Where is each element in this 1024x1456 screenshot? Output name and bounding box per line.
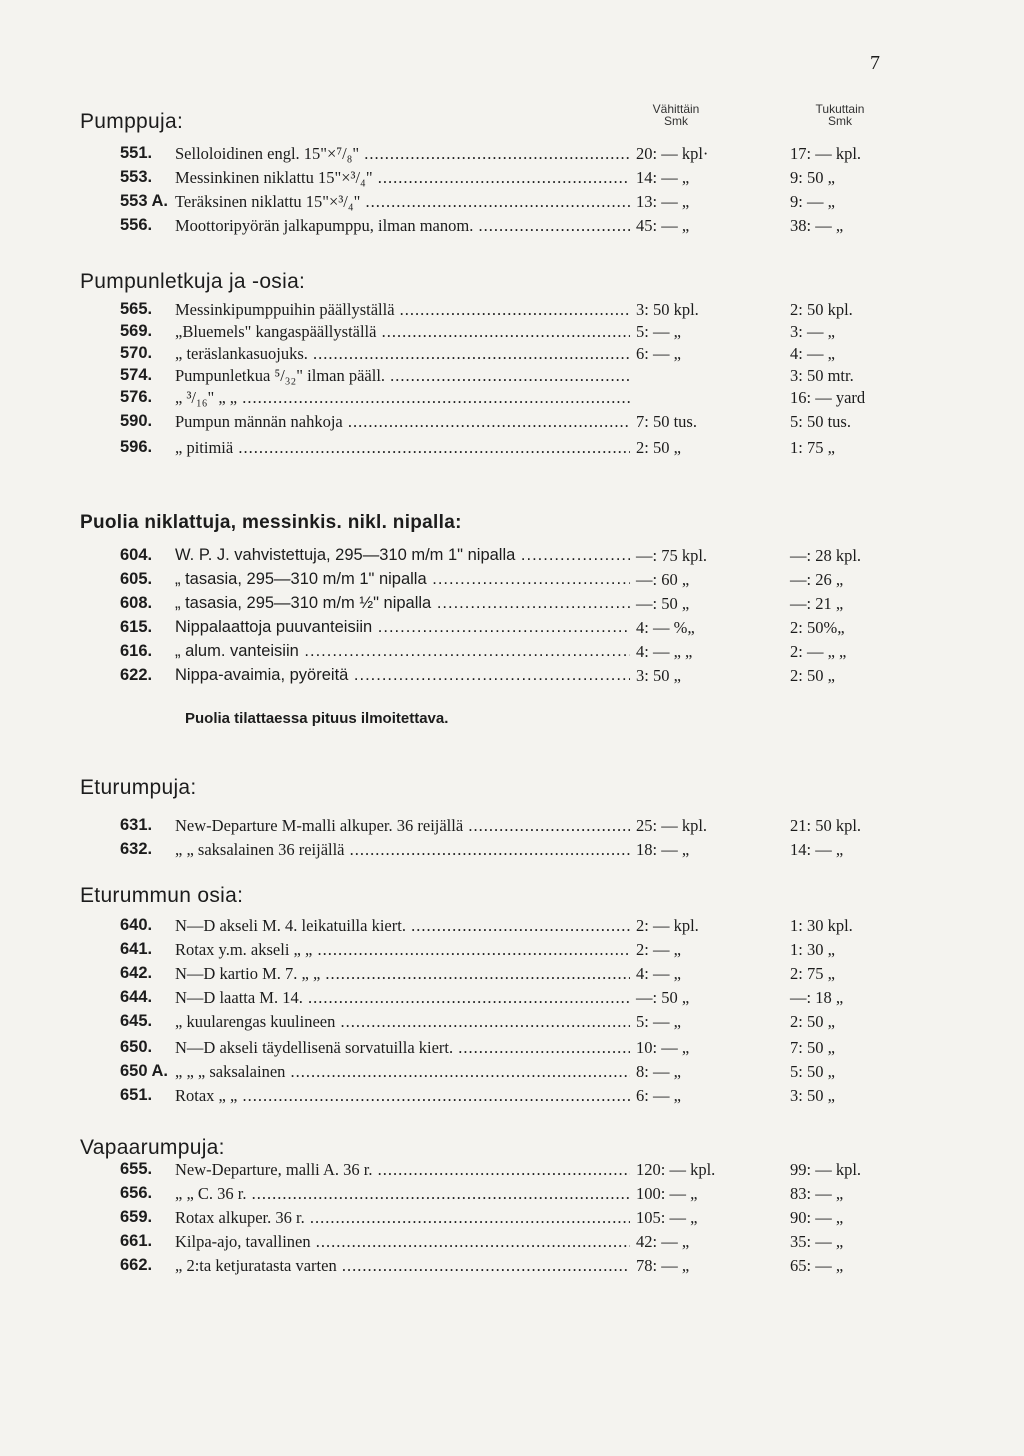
wholesale-price: 35: — „: [790, 1232, 844, 1251]
catalog-row: [0, 1208, 1024, 1230]
wholesale-price: 7: 50 „: [790, 1038, 835, 1057]
item-number: 631.: [120, 816, 153, 834]
item-description: Nippalaattoja puuvanteisiin .....: [175, 618, 630, 637]
section-heading: Vapaarumpuja:: [80, 1136, 225, 1159]
wholesale-price: —: 26 „: [790, 570, 844, 589]
catalog-row: [0, 916, 1024, 938]
retail-price: 3: 50 „: [636, 666, 681, 685]
catalog-row: [0, 1012, 1024, 1034]
catalog-row: [0, 570, 1024, 592]
item-number: 553.: [120, 168, 153, 186]
retail-price: 2: 50 „: [636, 438, 681, 457]
item-number: 644.: [120, 988, 153, 1006]
catalog-row: [0, 300, 1024, 322]
wholesale-price: 65: — „: [790, 1256, 844, 1275]
item-number: 622.: [120, 666, 153, 684]
catalog-row: [0, 618, 1024, 640]
item-number: 551.: [120, 144, 153, 162]
retail-price: 6: — „: [636, 1086, 681, 1105]
retail-price: —: 50 „: [636, 988, 690, 1007]
catalog-row: [0, 144, 1024, 166]
ordering-note: Puolia tilattaessa pituus ilmoitettava.: [185, 710, 449, 727]
retail-price: 120: — kpl.: [636, 1160, 716, 1179]
wholesale-price: —: 28 kpl.: [790, 546, 862, 565]
wholesale-price: 21: 50 kpl.: [790, 816, 862, 835]
item-description: Rotax y.m. akseli „ „ .....: [175, 940, 630, 960]
wholesale-price: 3: 50 „: [790, 1086, 835, 1105]
wholesale-price: 1: 30 kpl.: [790, 916, 853, 935]
catalog-row: [0, 1038, 1024, 1060]
retail-price: —: 75 kpl.: [636, 546, 708, 565]
wholesale-price: 9: — „: [790, 192, 835, 211]
catalog-row: [0, 1086, 1024, 1108]
item-number: 642.: [120, 964, 153, 982]
wholesale-price: 9: 50 „: [790, 168, 835, 187]
wholesale-price: 2: 50 „: [790, 666, 835, 685]
catalog-row: [0, 546, 1024, 568]
column-header-retail-line1: Vähittäin: [652, 102, 700, 116]
wholesale-price: 99: — kpl.: [790, 1160, 862, 1179]
item-description: Pumpunletkua ⁵/₃₂" ilman pääll. .....: [175, 366, 630, 386]
catalog-row: [0, 1232, 1024, 1254]
wholesale-price: —: 18 „: [790, 988, 844, 1007]
retail-price: 5: — „: [636, 322, 681, 341]
item-description: N—D laatta M. 14. .....: [175, 988, 630, 1008]
catalog-row: [0, 366, 1024, 388]
retail-price: 4: — %„: [636, 618, 695, 637]
wholesale-price: 5: 50 „: [790, 1062, 835, 1081]
wholesale-price: 1: 30 „: [790, 940, 835, 959]
catalog-row: [0, 816, 1024, 838]
wholesale-price: 3: — „: [790, 322, 835, 341]
item-description: Messinkinen niklattu 15"×³/₄" .....: [175, 168, 630, 188]
item-description: Selloloidinen engl. 15"×⁷/₈" .....: [175, 144, 630, 164]
wholesale-price: 2: — „ „: [790, 642, 847, 661]
catalog-row: [0, 388, 1024, 410]
catalog-row: [0, 412, 1024, 434]
item-description: N—D akseli täydellisenä sorvatuilla kiert. .....: [175, 1038, 630, 1058]
retail-price: 20: — kpl·: [636, 144, 709, 163]
item-number: 615.: [120, 618, 153, 636]
item-number: 616.: [120, 642, 153, 660]
retail-price: 7: 50 tus.: [636, 412, 697, 431]
column-header-retail: [636, 103, 716, 127]
catalog-row: [0, 1062, 1024, 1084]
item-number: 632.: [120, 840, 153, 858]
catalog-row: [0, 1256, 1024, 1278]
item-description: Rotax „ „ .....: [175, 1086, 630, 1106]
retail-price: 4: — „ „: [636, 642, 693, 661]
wholesale-price: 16: — yard: [790, 388, 866, 407]
item-number: 650.: [120, 1038, 153, 1056]
wholesale-price: 1: 75 „: [790, 438, 835, 457]
column-header-wholesale: [800, 103, 880, 127]
column-header-wholesale-line2: Smk: [828, 114, 852, 128]
catalog-row: [0, 840, 1024, 862]
catalog-row: [0, 642, 1024, 664]
retail-price: 3: 50 kpl.: [636, 300, 699, 319]
item-description: „ 2:ta ketjuratasta varten .....: [175, 1256, 630, 1276]
item-number: 565.: [120, 300, 153, 318]
retail-price: 100: — „: [636, 1184, 698, 1203]
retail-price: 78: — „: [636, 1256, 690, 1275]
item-number: 570.: [120, 344, 153, 362]
retail-price: 13: — „: [636, 192, 690, 211]
retail-price: 10: — „: [636, 1038, 690, 1057]
retail-price: —: 50 „: [636, 594, 690, 613]
item-description: N—D kartio M. 7. „ „ .....: [175, 964, 630, 984]
catalog-row: [0, 988, 1024, 1010]
item-number: 645.: [120, 1012, 153, 1030]
item-number: 655.: [120, 1160, 153, 1178]
catalog-row: [0, 594, 1024, 616]
wholesale-price: 38: — „: [790, 216, 844, 235]
item-description: „ „ C. 36 r. .....: [175, 1184, 630, 1204]
item-description: Teräksinen niklattu 15"×³/₄" .....: [175, 192, 630, 212]
wholesale-price: 2: 75 „: [790, 964, 835, 983]
catalog-row: [0, 964, 1024, 986]
retail-price: 18: — „: [636, 840, 690, 859]
item-number: 604.: [120, 546, 153, 564]
item-number: 651.: [120, 1086, 153, 1104]
wholesale-price: 90: — „: [790, 1208, 844, 1227]
retail-price: 4: — „: [636, 964, 681, 983]
item-number: 662.: [120, 1256, 153, 1274]
item-description: „ „ „ saksalainen .....: [175, 1062, 630, 1082]
retail-price: 14: — „: [636, 168, 690, 187]
section-heading: Eturumpuja:: [80, 776, 197, 799]
item-description: „ teräslankasuojuks. .....: [175, 344, 630, 364]
retail-price: 105: — „: [636, 1208, 698, 1227]
catalog-row: [0, 192, 1024, 214]
wholesale-price: 83: — „: [790, 1184, 844, 1203]
item-number: 641.: [120, 940, 153, 958]
item-description: „ pitimiä .....: [175, 438, 630, 458]
column-header-retail-line2: Smk: [664, 114, 688, 128]
catalog-row: [0, 168, 1024, 190]
item-description: W. P. J. vahvistettuja, 295—310 m/m 1" nipalla .....: [175, 546, 630, 565]
item-description: „ kuularengas kuulineen .....: [175, 1012, 630, 1032]
item-number: 608.: [120, 594, 153, 612]
retail-price: 8: — „: [636, 1062, 681, 1081]
catalog-row: [0, 322, 1024, 344]
item-number: 590.: [120, 412, 153, 430]
catalog-row: [0, 940, 1024, 962]
item-number: 656.: [120, 1184, 153, 1202]
catalog-row: [0, 438, 1024, 460]
retail-price: 6: — „: [636, 344, 681, 363]
item-description: N—D akseli M. 4. leikatuilla kiert. .....: [175, 916, 630, 936]
item-description: „ tasasia, 295—310 m/m ½" nipalla .....: [175, 594, 630, 613]
catalog-row: [0, 666, 1024, 688]
item-number: 556.: [120, 216, 153, 234]
item-number: 650 A.: [120, 1062, 169, 1080]
item-number: 640.: [120, 916, 153, 934]
section-heading: Puolia niklattuja, messinkis. nikl. nipalla:: [80, 512, 462, 533]
item-number: 659.: [120, 1208, 153, 1226]
item-number: 605.: [120, 570, 153, 588]
page-number: 7: [870, 52, 880, 74]
wholesale-price: 4: — „: [790, 344, 835, 363]
catalog-row: [0, 1160, 1024, 1182]
retail-price: 2: — „: [636, 940, 681, 959]
retail-price: 2: — kpl.: [636, 916, 699, 935]
item-description: New-Departure, malli A. 36 r. .....: [175, 1160, 630, 1180]
item-description: Moottoripyörän jalkapumppu, ilman manom. .....: [175, 216, 630, 236]
wholesale-price: 3: 50 mtr.: [790, 366, 854, 385]
wholesale-price: —: 21 „: [790, 594, 844, 613]
retail-price: 42: — „: [636, 1232, 690, 1251]
wholesale-price: 2: 50%„: [790, 618, 845, 637]
item-number: 661.: [120, 1232, 153, 1250]
catalog-row: [0, 344, 1024, 366]
retail-price: 5: — „: [636, 1012, 681, 1031]
column-header-wholesale-line1: Tukuttain: [815, 102, 865, 116]
wholesale-price: 2: 50 „: [790, 1012, 835, 1031]
item-description: Nippa-avaimia, pyöreitä .....: [175, 666, 630, 685]
item-description: Pumpun männän nahkoja .....: [175, 412, 630, 432]
wholesale-price: 2: 50 kpl.: [790, 300, 853, 319]
wholesale-price: 5: 50 tus.: [790, 412, 851, 431]
item-description: „ tasasia, 295—310 m/m 1" nipalla .....: [175, 570, 630, 589]
item-description: Rotax alkuper. 36 r. .....: [175, 1208, 630, 1228]
item-description: „ „ saksalainen 36 reijällä .....: [175, 840, 630, 860]
item-description: „ ³/₁₆" „ „ .....: [175, 388, 630, 408]
catalog-row: [0, 1184, 1024, 1206]
section-heading: Pumpunletkuja ja -osia:: [80, 270, 306, 293]
item-number: 596.: [120, 438, 153, 456]
item-number: 576.: [120, 388, 153, 406]
retail-price: 25: — kpl.: [636, 816, 708, 835]
item-description: „ alum. vanteisiin .....: [175, 642, 630, 661]
item-description: Messinkipumppuihin päällyställä .....: [175, 300, 630, 320]
wholesale-price: 14: — „: [790, 840, 844, 859]
retail-price: 45: — „: [636, 216, 690, 235]
wholesale-price: 17: — kpl.: [790, 144, 862, 163]
retail-price: —: 60 „: [636, 570, 690, 589]
section-heading: Pumppuja:: [80, 110, 184, 133]
item-number: 574.: [120, 366, 153, 384]
item-number: 553 A.: [120, 192, 169, 210]
item-description: „Bluemels" kangaspäällyställä .....: [175, 322, 630, 342]
item-description: New-Departure M-malli alkuper. 36 reijällä .....: [175, 816, 630, 836]
section-heading: Eturummun osia:: [80, 884, 244, 907]
catalog-row: [0, 216, 1024, 238]
item-description: Kilpa-ajo, tavallinen .....: [175, 1232, 630, 1252]
item-number: 569.: [120, 322, 153, 340]
